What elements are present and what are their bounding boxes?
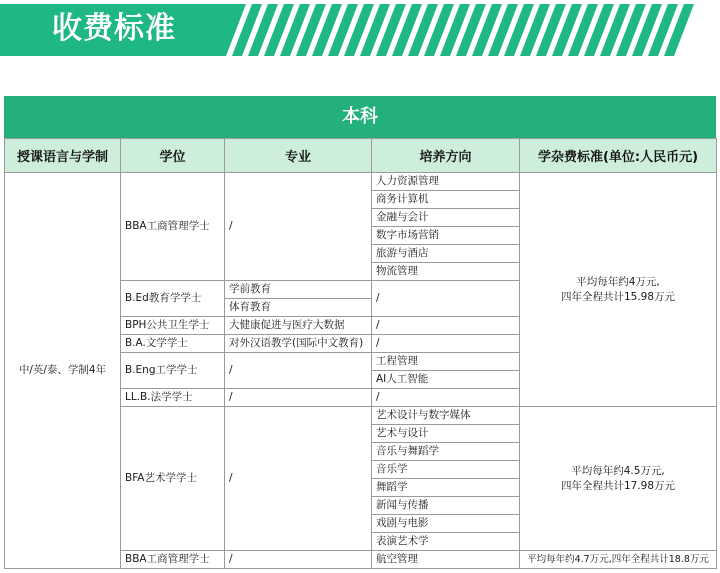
direction-cell: 舞蹈学 (372, 479, 520, 497)
fee-table (4, 138, 717, 569)
direction-cell: 物流管理 (372, 263, 520, 281)
fee-cell-group3: 平均每年约4.7万元,四年全程共计18.8万元 (520, 551, 717, 569)
major-cell: / (225, 353, 372, 389)
header-degree: 学位 (121, 139, 225, 173)
direction-cell: 人力资源管理 (372, 173, 520, 191)
direction-cell: 戏剧与电影 (372, 515, 520, 533)
degree-bed: B.Ed教育学学士 (121, 281, 225, 317)
degree-bba-aviation: BBA工商管理学士 (121, 551, 225, 569)
degree-llb: LL.B.法学学士 (121, 389, 225, 407)
direction-cell: 商务计算机 (372, 191, 520, 209)
direction-cell: 艺术设计与数字媒体 (372, 407, 520, 425)
direction-cell: / (372, 317, 520, 335)
fee-cell-group2 (520, 407, 717, 551)
direction-cell: / (372, 281, 520, 317)
fee-table-container (4, 96, 716, 569)
major-cell: 对外汉语教学(国际中文教育) (225, 335, 372, 353)
fee-line: 四年全程共计15.98万元 (560, 290, 676, 303)
direction-cell: 新闻与传播 (372, 497, 520, 515)
major-cell: / (225, 407, 372, 551)
degree-beng: B.Eng工学学士 (121, 353, 225, 389)
fee-cell-group1 (520, 173, 717, 407)
table-row (5, 173, 717, 191)
direction-cell: 工程管理 (372, 353, 520, 371)
fee-line: 四年全程共计17.98万元 (560, 479, 676, 492)
header-fee: 学杂费标准(单位:人民币元) (520, 139, 717, 173)
header-major: 专业 (225, 139, 372, 173)
direction-cell: AI人工智能 (372, 371, 520, 389)
major-cell: 体育教育 (225, 299, 372, 317)
page-banner (0, 0, 720, 58)
degree-ba: B.A.文学学士 (121, 335, 225, 353)
direction-cell: 表演艺术学 (372, 533, 520, 551)
table-header-row (5, 139, 717, 173)
header-language: 授课语言与学制 (5, 139, 121, 173)
section-title: 本科 (4, 96, 716, 138)
major-cell: 学前教育 (225, 281, 372, 299)
direction-cell: 金融与会计 (372, 209, 520, 227)
major-cell: 大健康促进与医疗大数据 (225, 317, 372, 335)
degree-bfa: BFA艺术学学士 (121, 407, 225, 551)
direction-cell: 艺术与设计 (372, 425, 520, 443)
degree-bph: BPH公共卫生学士 (121, 317, 225, 335)
degree-bba: BBA工商管理学士 (121, 173, 225, 281)
major-cell: / (225, 551, 372, 569)
page-title: 收费标准 (52, 11, 176, 46)
major-bba: / (225, 173, 372, 281)
direction-cell: 数字市场营销 (372, 227, 520, 245)
direction-cell: 音乐学 (372, 461, 520, 479)
major-cell: / (225, 389, 372, 407)
language-duration-cell: 中/英/泰、学制4年 (5, 173, 121, 569)
direction-cell: 旅游与酒店 (372, 245, 520, 263)
fee-line: 平均每年约4万元, (576, 275, 660, 288)
direction-cell: / (372, 389, 520, 407)
direction-cell: 音乐与舞蹈学 (372, 443, 520, 461)
direction-cell: 航空管理 (372, 551, 520, 569)
direction-cell: / (372, 335, 520, 353)
header-direction: 培养方向 (372, 139, 520, 173)
fee-line: 平均每年约4.5万元, (571, 464, 665, 477)
